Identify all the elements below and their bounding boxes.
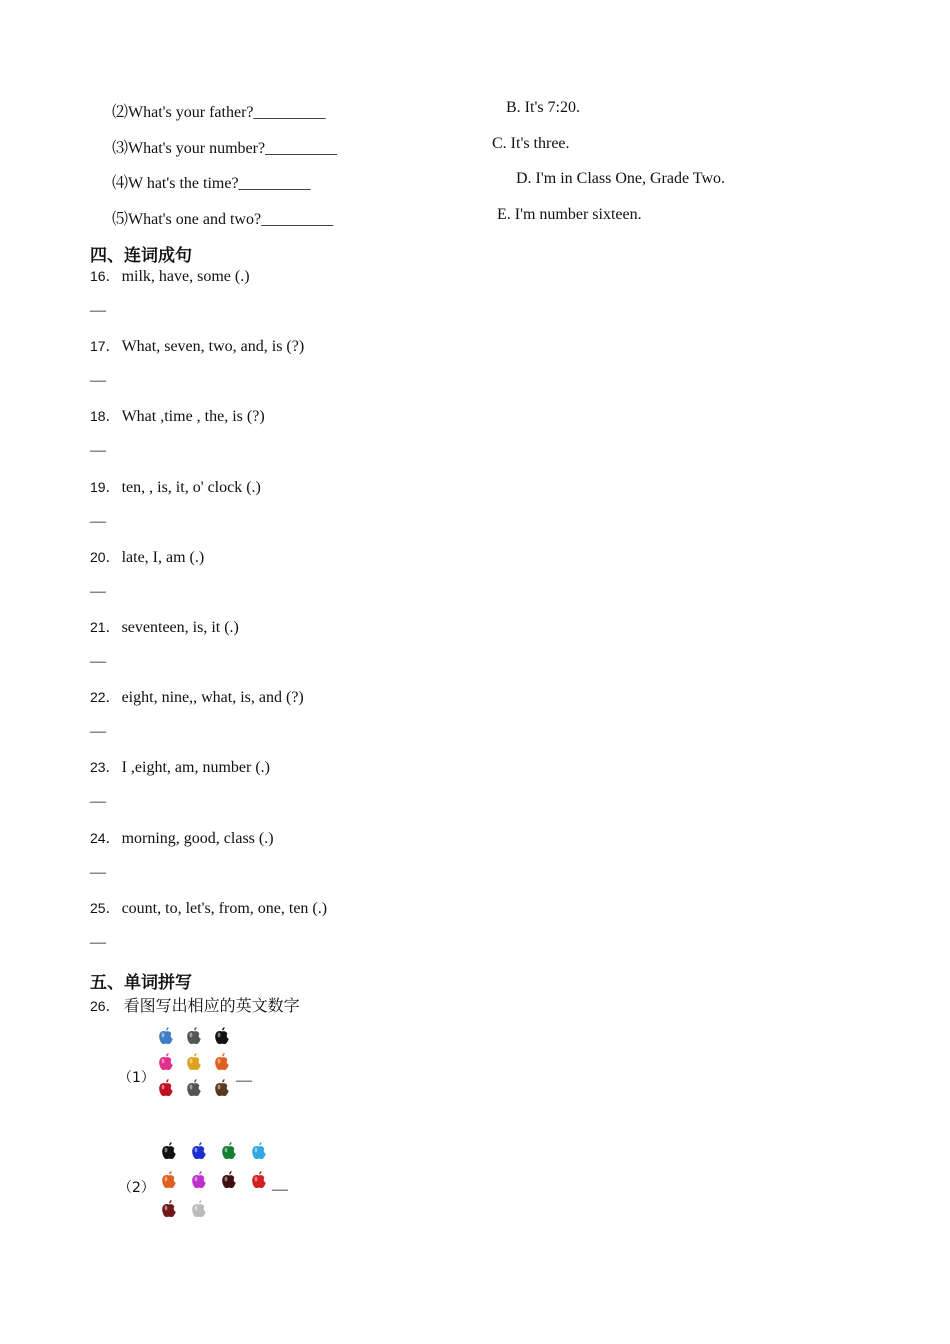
sentence-item xyxy=(90,547,204,567)
question-text: 看图写出相应的英文数字 xyxy=(123,996,300,1015)
part-2-label: （2） xyxy=(118,1180,155,1196)
sentence-item xyxy=(90,898,327,918)
item-number: 24． xyxy=(90,830,120,846)
answer-blank[interactable]: — xyxy=(90,653,106,670)
item-number: 17． xyxy=(90,338,120,354)
sentence-item xyxy=(90,828,274,848)
part-2-blank[interactable]: — xyxy=(272,1181,288,1198)
match-option-e: E. I'm number sixteen. xyxy=(497,206,642,223)
item-words: milk, have, some (.) xyxy=(121,268,250,285)
apple-icon xyxy=(214,1052,230,1076)
item-words: late, I, am (.) xyxy=(121,549,205,566)
item-number: 21． xyxy=(90,619,120,635)
answer-blank[interactable]: — xyxy=(90,934,106,951)
item-words: count, to, let's, from, one, ten (.) xyxy=(121,900,328,917)
item-words: eight, nine,, what, is, and (?) xyxy=(121,689,304,706)
sentence-item xyxy=(90,617,239,637)
sentence-item xyxy=(90,336,304,356)
item-words: ten, , is, it, o' clock (.) xyxy=(121,479,261,496)
item-words: seventeen, is, it (.) xyxy=(121,619,239,636)
match-option-c: C. It's three. xyxy=(492,135,570,152)
apple-icon xyxy=(251,1170,267,1194)
apple-icon xyxy=(221,1141,237,1165)
apple-icon xyxy=(191,1170,207,1194)
sentence-item xyxy=(90,266,250,286)
section-5-title: 五、单词拼写 xyxy=(90,973,192,993)
item-number: 19． xyxy=(90,479,120,495)
apple-icon xyxy=(161,1141,177,1165)
apple-icon xyxy=(191,1199,207,1223)
apple-icon xyxy=(158,1078,174,1102)
part-1-blank[interactable]: — xyxy=(236,1072,252,1089)
apple-icon xyxy=(161,1199,177,1223)
part-1-label: （1） xyxy=(118,1070,155,1086)
item-number: 20． xyxy=(90,549,120,565)
answer-blank[interactable]: — xyxy=(90,583,106,600)
sentence-item xyxy=(90,406,265,426)
question-number: 26． xyxy=(90,998,120,1014)
answer-blank[interactable]: — xyxy=(90,864,106,881)
item-words: What ,time , the, is (?) xyxy=(121,408,265,425)
item-number: 25． xyxy=(90,900,120,916)
item-number: 18． xyxy=(90,408,120,424)
apple-icon xyxy=(158,1052,174,1076)
sentence-item xyxy=(90,757,270,777)
sentence-item xyxy=(90,687,304,707)
apple-icon xyxy=(158,1026,174,1050)
answer-blank[interactable]: — xyxy=(90,513,106,530)
sentence-item xyxy=(90,477,261,497)
match-question-3: ⑶What's your number?_________ xyxy=(112,140,338,157)
apple-icon xyxy=(191,1141,207,1165)
match-option-d: D. I'm in Class One, Grade Two. xyxy=(516,170,725,187)
item-number: 23． xyxy=(90,759,120,775)
apple-icon xyxy=(186,1078,202,1102)
item-words: morning, good, class (.) xyxy=(121,830,274,847)
answer-blank[interactable]: — xyxy=(90,302,106,319)
apple-icon xyxy=(251,1141,267,1165)
match-question-4: ⑷W hat's the time?_________ xyxy=(112,175,311,192)
apple-icon xyxy=(214,1078,230,1102)
apple-icon xyxy=(214,1026,230,1050)
item-number: 16． xyxy=(90,268,120,284)
answer-blank[interactable]: — xyxy=(90,372,106,389)
item-number: 22． xyxy=(90,689,120,705)
section-4-title: 四、连词成句 xyxy=(90,246,192,266)
apple-icon xyxy=(186,1052,202,1076)
match-question-2: ⑵What's your father?_________ xyxy=(112,104,326,121)
apple-icon xyxy=(161,1170,177,1194)
match-option-b: B. It's 7:20. xyxy=(506,99,580,116)
apple-icon xyxy=(221,1170,237,1194)
answer-blank[interactable]: — xyxy=(90,723,106,740)
answer-blank[interactable]: — xyxy=(90,793,106,810)
answer-blank[interactable]: — xyxy=(90,442,106,459)
match-question-5: ⑸What's one and two?_________ xyxy=(112,211,334,228)
item-words: What, seven, two, and, is (?) xyxy=(121,338,305,355)
apple-icon xyxy=(186,1026,202,1050)
item-words: I ,eight, am, number (.) xyxy=(121,759,270,776)
question-26 xyxy=(90,993,300,1016)
